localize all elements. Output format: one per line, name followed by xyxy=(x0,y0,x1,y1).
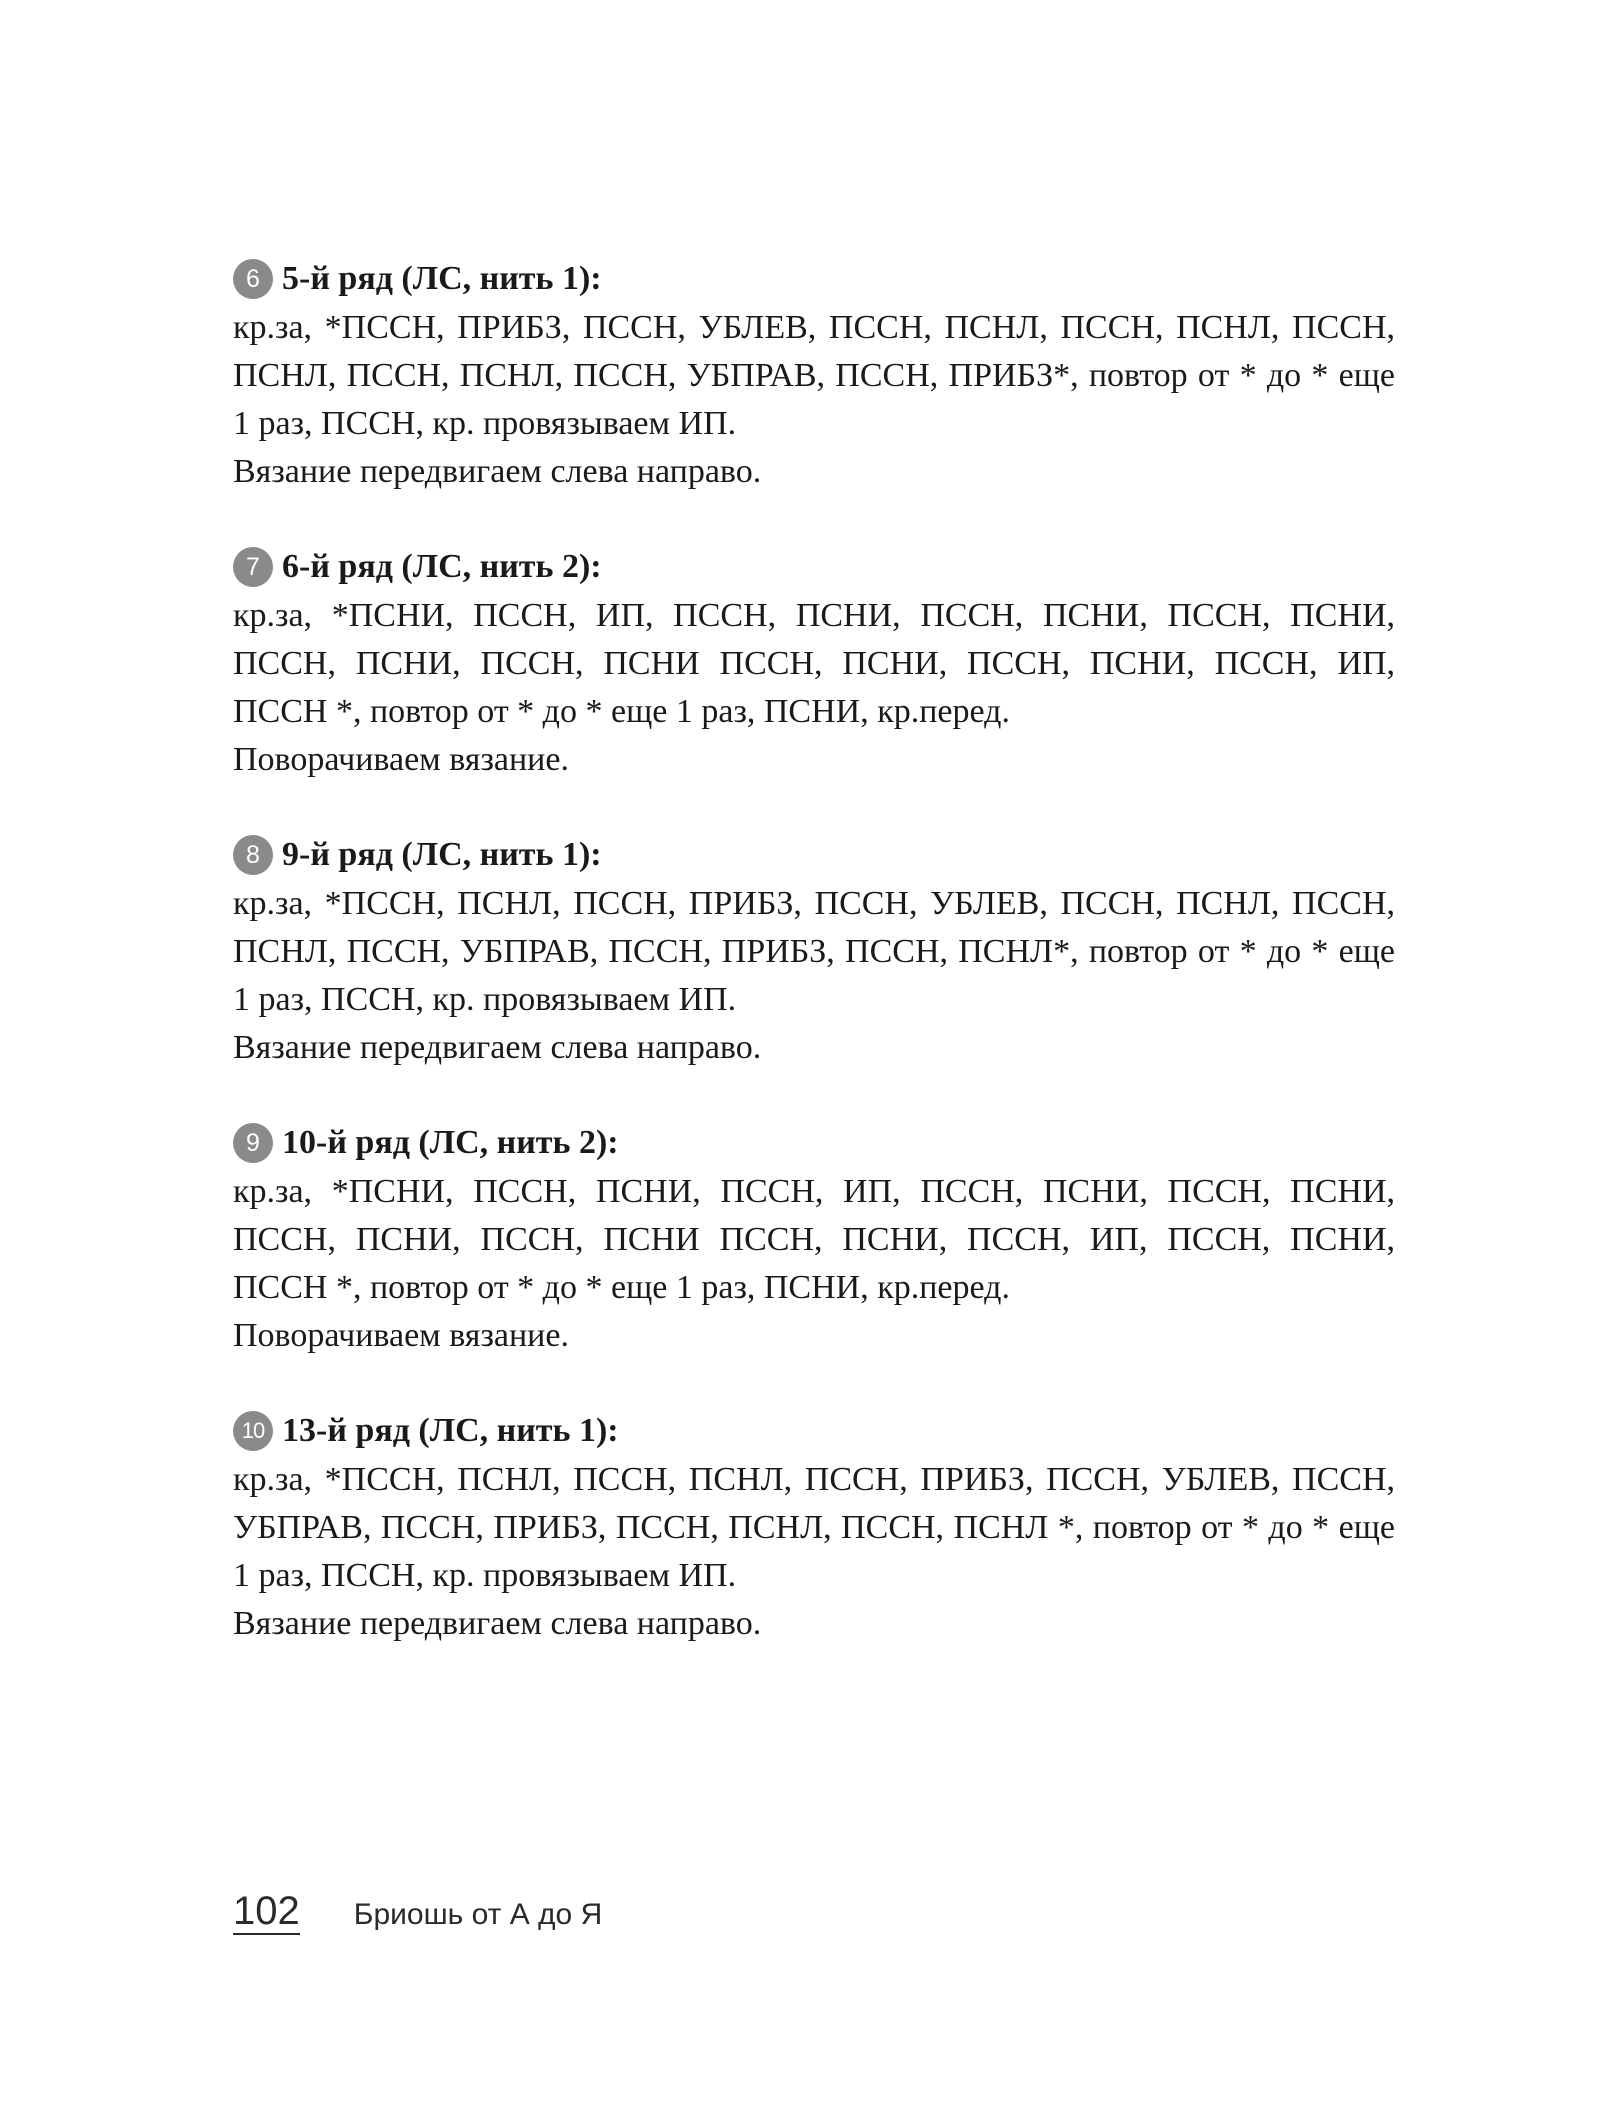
step-header xyxy=(233,542,1395,592)
step-number-badge: 6 xyxy=(233,259,273,299)
step-number-badge: 9 xyxy=(233,1123,273,1163)
step-10 xyxy=(233,1406,1395,1648)
step-note: Вязание передвигаем слева направо. xyxy=(233,1605,762,1642)
step-title: 5-й ряд (ЛС, нить 1): xyxy=(282,260,602,297)
step-note: Поворачиваем вязание. xyxy=(233,741,569,778)
instructions xyxy=(233,254,1395,1694)
page-footer xyxy=(233,1891,602,1935)
step-number-badge: 10 xyxy=(233,1411,273,1451)
step-header xyxy=(233,254,1395,304)
step-number-badge: 8 xyxy=(233,835,273,875)
step-title: 6-й ряд (ЛС, нить 2): xyxy=(282,548,602,585)
step-8 xyxy=(233,830,1395,1072)
page-number: 102 xyxy=(233,1889,300,1933)
step-title: 9-й ряд (ЛС, нить 1): xyxy=(282,836,602,873)
step-header xyxy=(233,1406,1395,1456)
step-body: кр.за, *ПСНИ, ПССН, ИП, ПССН, ПСНИ, ПССН, ПСНИ, ПССН, ПСНИ, ПССН, ПСНИ, ПССН, ПСНИ ПССН, ПСНИ, ПССН, ПСНИ, ПССН, ИП, ПССН *, повтор от * до * еще 1 раз, ПСНИ, кр.перед. xyxy=(233,597,1395,730)
step-body: кр.за, *ПССН, ПСНЛ, ПССН, ПРИБЗ, ПССН, УБЛЕВ, ПССН, ПСНЛ, ПССН, ПСНЛ, ПССН, УБПРАВ, ПССН, ПРИБЗ, ПССН, ПСНЛ*, повтор от * до * еще 1 раз, ПССН, кр. провязываем ИП. xyxy=(233,885,1395,1018)
step-body: кр.за, *ПССН, ПРИБЗ, ПССН, УБЛЕВ, ПССН, ПСНЛ, ПССН, ПСНЛ, ПССН, ПСНЛ, ПССН, ПСНЛ, ПССН, УБПРАВ, ПССН, ПРИБЗ*, повтор от * до * еще 1 раз, ПССН, кр. провязываем ИП. xyxy=(233,309,1395,442)
step-note: Вязание передвигаем слева направо. xyxy=(233,453,762,490)
step-body: кр.за, *ПСНИ, ПССН, ПСНИ, ПССН, ИП, ПССН, ПСНИ, ПССН, ПСНИ, ПССН, ПСНИ, ПССН, ПСНИ ПССН, ПСНИ, ПССН, ИП, ПССН, ПСНИ, ПССН *, повтор от * до * еще 1 раз, ПСНИ, кр.перед. xyxy=(233,1173,1395,1306)
step-9 xyxy=(233,1118,1395,1360)
step-6 xyxy=(233,254,1395,496)
step-header xyxy=(233,1118,1395,1168)
step-note: Поворачиваем вязание. xyxy=(233,1317,569,1354)
step-body: кр.за, *ПССН, ПСНЛ, ПССН, ПСНЛ, ПССН, ПРИБЗ, ПССН, УБЛЕВ, ПССН, УБПРАВ, ПССН, ПРИБЗ, ПССН, ПСНЛ, ПССН, ПСНЛ *, повтор от * до * еще 1 раз, ПССН, кр. провязываем ИП. xyxy=(233,1461,1395,1594)
step-title: 13-й ряд (ЛС, нить 1): xyxy=(282,1412,619,1449)
step-header xyxy=(233,830,1395,880)
step-7 xyxy=(233,542,1395,784)
step-number-badge: 7 xyxy=(233,547,273,587)
step-title: 10-й ряд (ЛС, нить 2): xyxy=(282,1124,619,1161)
step-note: Вязание передвигаем слева направо. xyxy=(233,1029,762,1066)
book-title: Бриошь от А до Я xyxy=(353,1898,603,1931)
